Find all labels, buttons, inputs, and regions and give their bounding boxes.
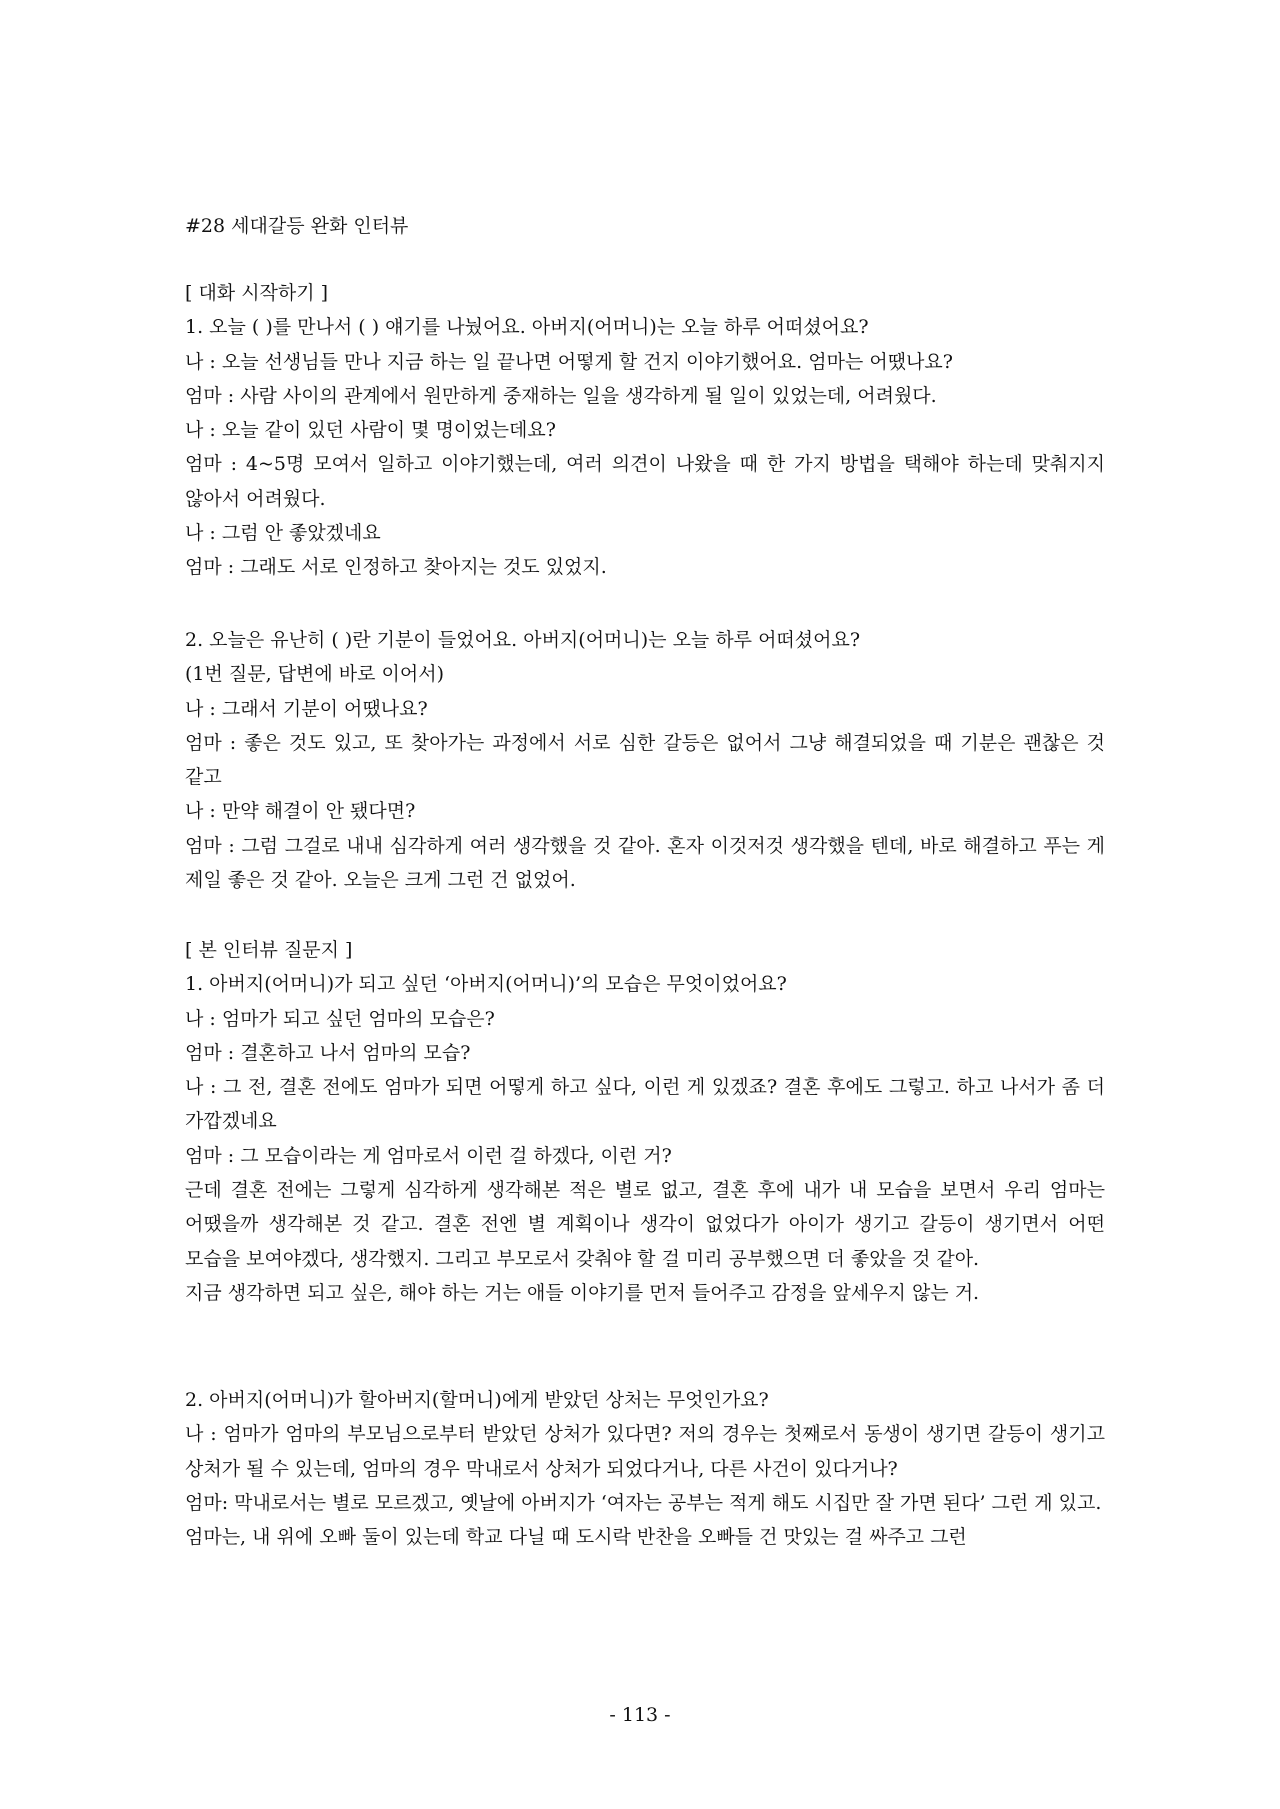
section-heading: [ 본 인터뷰 질문지 ]: [185, 939, 353, 961]
paragraph: 엄마 : 좋은 것도 있고, 또 찾아가는 과정에서 서로 심한 갈등은 없어서 그냥 해결되었을 때 기분은 괜찮은 것 같고: [185, 731, 1105, 789]
main-interview-section: [185, 933, 1105, 1310]
paragraph: 엄마 : 사람 사이의 관계에서 원만하게 중재하는 일을 생각하게 될 일이 있었는데, 어려웠다.: [185, 384, 937, 407]
intro-question-2-section: [185, 623, 1105, 897]
paragraph: 근데 결혼 전에는 그렇게 심각하게 생각해본 적은 별로 없고, 결혼 후에 내가 내 모습을 보면서 우리 엄마는 어땠을까 생각해본 것 같고. 결혼 전엔 별 계획이나 생각이 없었다가 아이가 생기고 갈등이 생기면서 어떤 모습을 보여야겠다, 생각했지. 그리고 부모로서 갖춰야 할 걸 미리 공부했으면 더 좋았을 것 같아.: [185, 1179, 1105, 1270]
main-question-2-section: [185, 1383, 1105, 1554]
paragraph: 엄마: 막내로서는 별로 모르겠고, 옛날에 아버지가 ‘여자는 공부는 적게 해도 시집만 잘 가면 된다’ 그런 게 있고.: [185, 1491, 1102, 1514]
paragraph: 나 : 오늘 같이 있던 사람이 몇 명이었는데요?: [185, 419, 556, 442]
paragraph: 엄마는, 내 위에 오빠 둘이 있는데 학교 다닐 때 도시락 반찬을 오빠들 건 맛있는 걸 싸주고 그런: [185, 1526, 967, 1549]
paragraph: 지금 생각하면 되고 싶은, 해야 하는 거는 애들 이야기를 먼저 들어주고 감정을 앞세우지 않는 거.: [185, 1281, 980, 1304]
intro-section: [185, 276, 1105, 585]
paragraph: 나 : 엄마가 엄마의 부모님으로부터 받았던 상처가 있다면? 저의 경우는 첫째로서 동생이 생기면 갈등이 생기고 상처가 될 수 있는데, 엄마의 경우 막내로서 상처가 되었다거나, 다른 사건이 있다거나?: [185, 1423, 1105, 1480]
paragraph: 2. 아버지(어머니)가 할아버지(할머니)에게 받았던 상처는 무엇인가요?: [185, 1389, 769, 1411]
paragraph: 엄마 : 그 모습이라는 게 엄마로서 이런 걸 하겠다, 이런 거?: [185, 1144, 672, 1167]
paragraph: 엄마 : 4~5명 모여서 일하고 이야기했는데, 여러 의견이 나왔을 때 한 가지 방법을 택해야 하는데 맞춰지지 않아서 어려웠다.: [185, 453, 1105, 510]
paragraph: 1. 아버지(어머니)가 되고 싶던 ‘아버지(어머니)’의 모습은 무엇이었어요?: [185, 973, 787, 996]
paragraph: 엄마 : 그래도 서로 인정하고 찾아지는 것도 있었지.: [185, 556, 607, 579]
paragraph: 나 : 오늘 선생님들 만나 지금 하는 일 끝나면 어떻게 할 건지 이야기했어요. 엄마는 어땠나요?: [185, 350, 953, 373]
page-number: - 113 -: [609, 1704, 671, 1726]
paragraph: 엄마 : 그럼 그걸로 내내 심각하게 여러 생각했을 것 같아. 혼자 이것저것 생각했을 텐데, 바로 해결하고 푸는 게 제일 좋은 것 같아. 오늘은 크게 그런 건 없었어.: [185, 834, 1105, 892]
paragraph: 나 : 그럼 안 좋았겠네요: [185, 522, 381, 545]
paragraph: 나 : 만약 해결이 안 됐다면?: [185, 800, 416, 823]
paragraph: 엄마 : 결혼하고 나서 엄마의 모습?: [185, 1041, 471, 1064]
paragraph: 나 : 엄마가 되고 싶던 엄마의 모습은?: [185, 1007, 495, 1030]
document-title: #28 세대갈등 완화 인터뷰: [185, 215, 409, 237]
paragraph: 1. 오늘 ( )를 만나서 ( ) 얘기를 나눴어요. 아버지(어머니)는 오늘 하루 어떠셨어요?: [185, 316, 869, 339]
paragraph: (1번 질문, 답변에 바로 이어서): [185, 663, 445, 686]
section-heading: [ 대화 시작하기 ]: [185, 282, 329, 304]
paragraph: 2. 오늘은 유난히 ( )란 기분이 들었어요. 아버지(어머니)는 오늘 하루 어떠셨어요?: [185, 629, 861, 651]
paragraph: 나 : 그 전, 결혼 전에도 엄마가 되면 어떻게 하고 싶다, 이런 게 있겠죠? 결혼 후에도 그렇고. 하고 나서가 좀 더 가깝겠네요: [185, 1076, 1105, 1133]
paragraph: 나 : 그래서 기분이 어땠나요?: [185, 697, 428, 720]
